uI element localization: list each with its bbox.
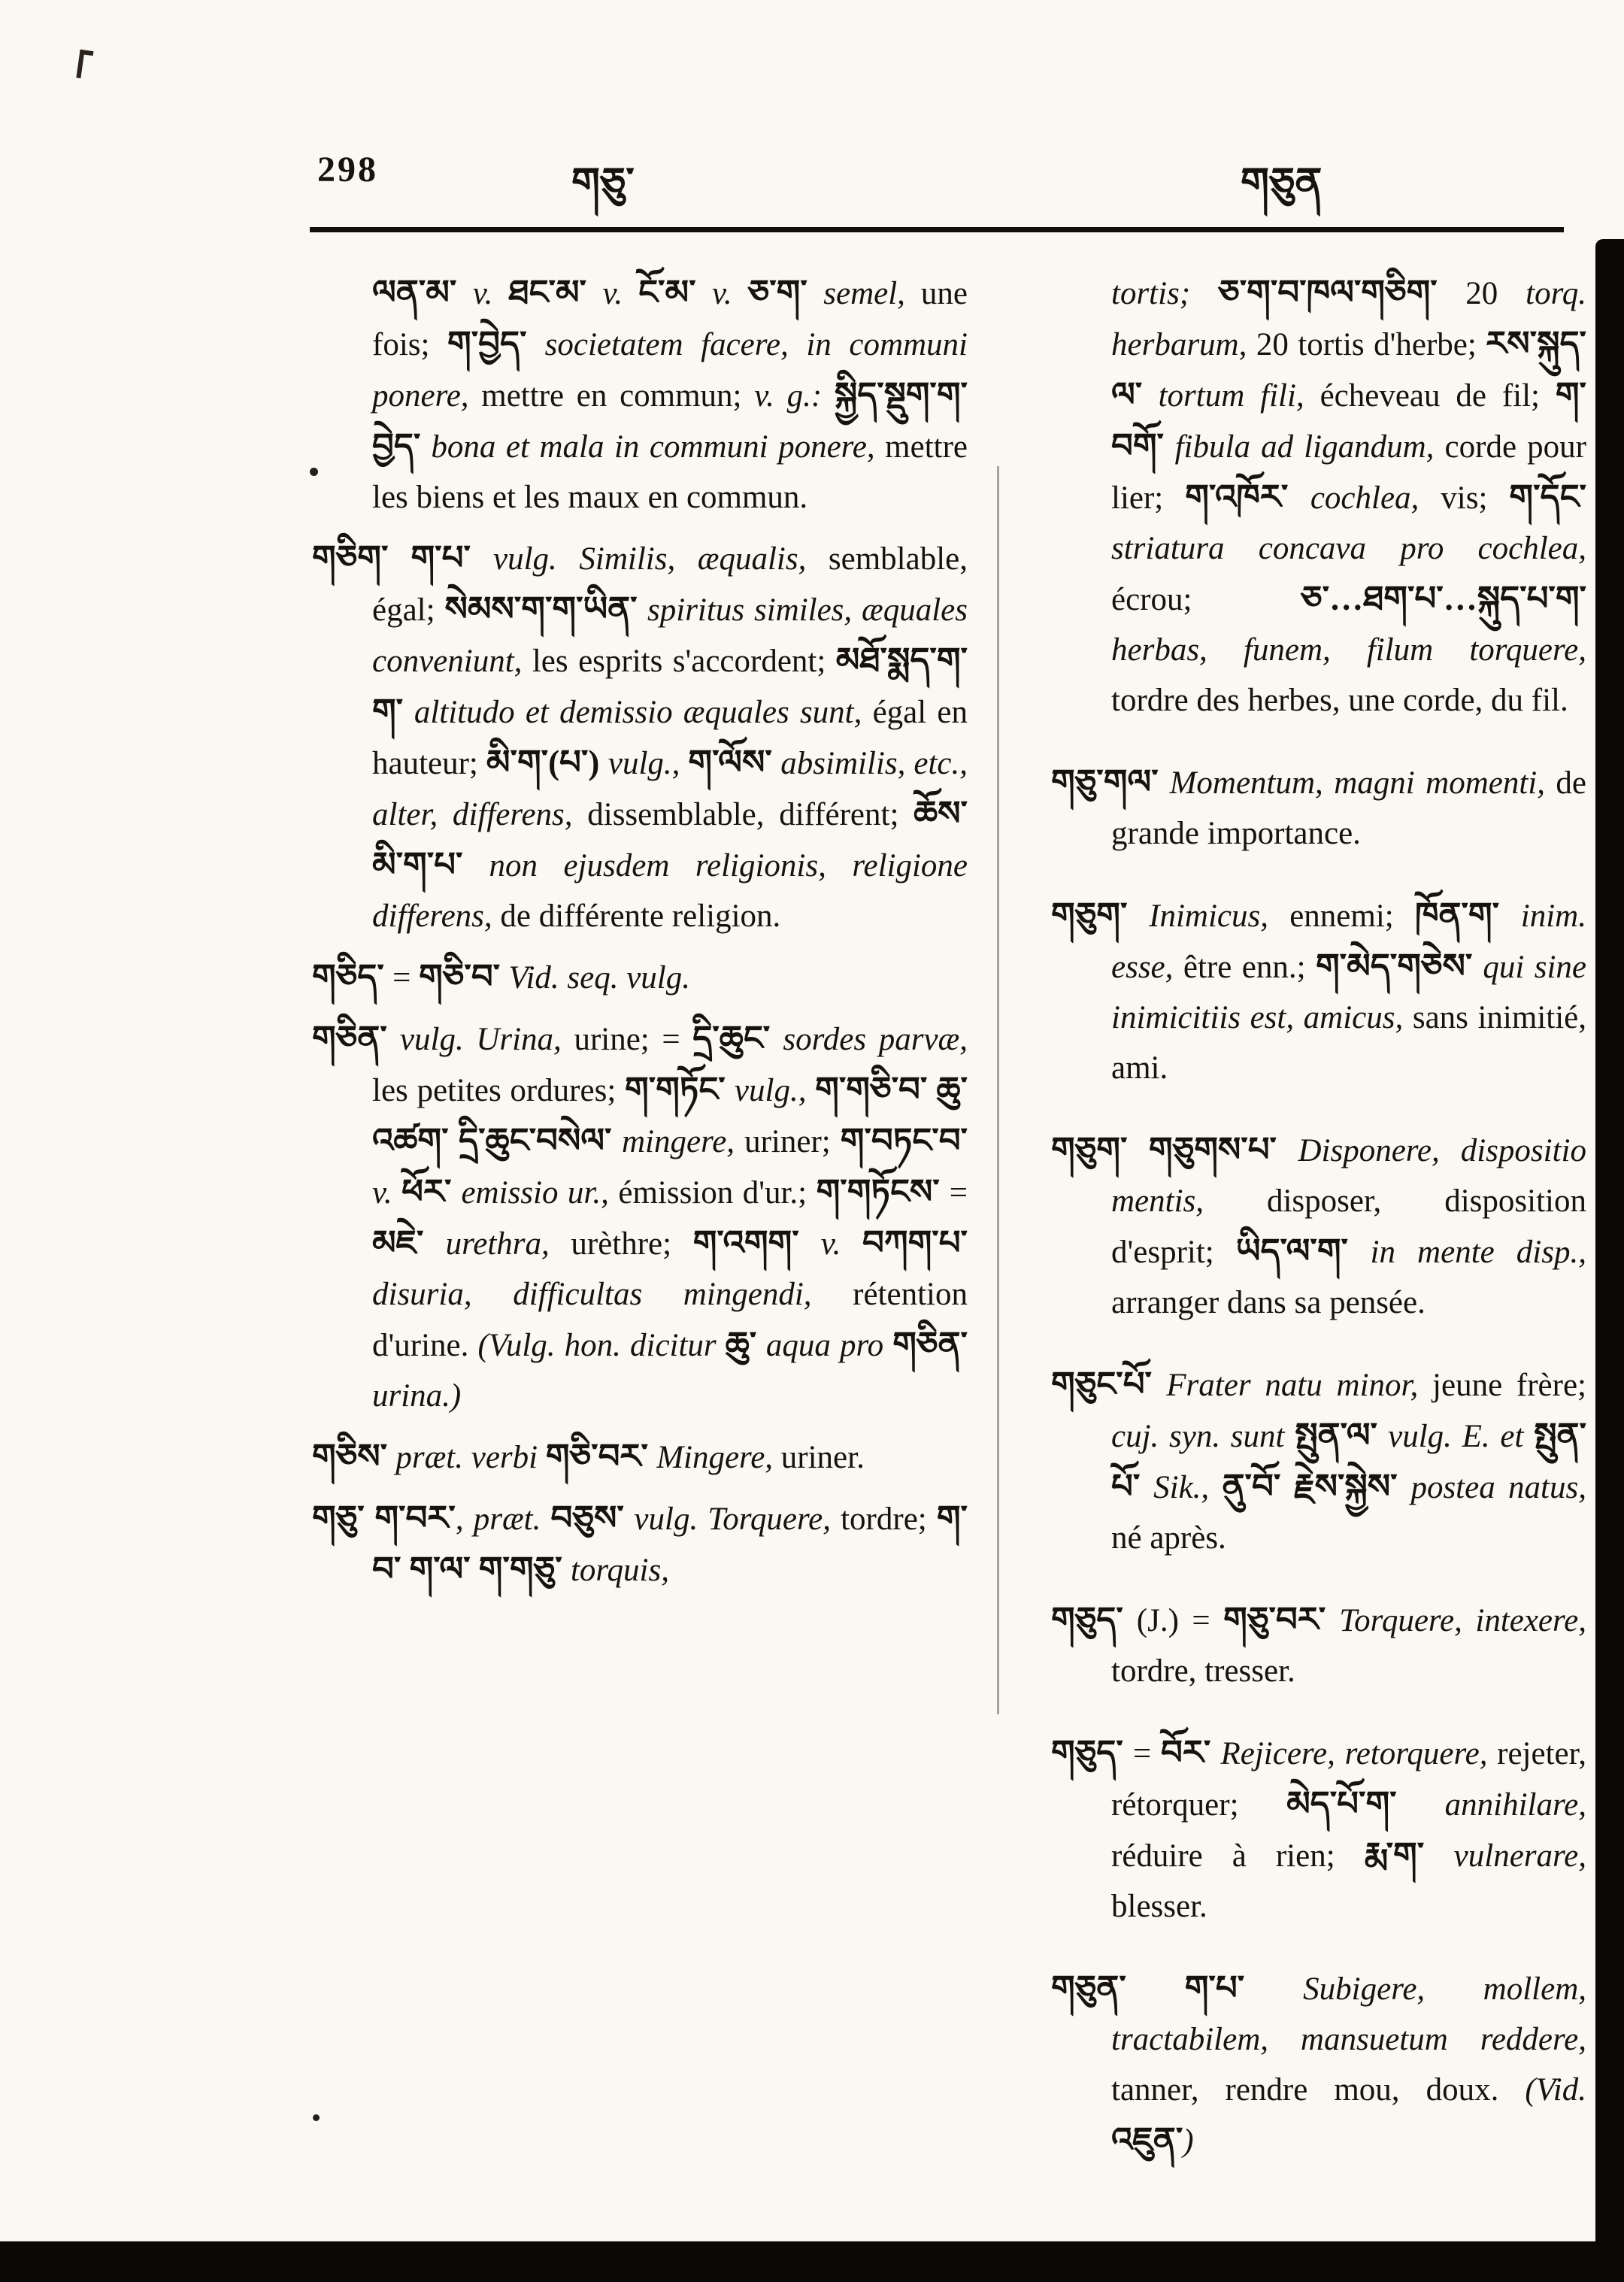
latin-gloss: semel,	[823, 276, 921, 311]
french-gloss: disposer, disposition d'esprit;	[1111, 1183, 1586, 1270]
french-gloss: réduire à rien;	[1111, 1838, 1365, 1874]
header-rule	[310, 227, 1564, 232]
french-gloss: jeune frère;	[1432, 1368, 1586, 1403]
latin-gloss: mingere,	[622, 1124, 745, 1159]
french-gloss: une fois;	[372, 276, 968, 362]
tibetan-text: རས་སྐུད་ལ་	[1111, 325, 1586, 414]
dictionary-entry	[1111, 268, 1586, 726]
french-gloss: uriner.	[780, 1440, 865, 1475]
latin-gloss: Rejicere, retorquere,	[1220, 1736, 1498, 1771]
tibetan-text: ཆུ་	[725, 1326, 766, 1363]
french-gloss: rejeter, rétorquer;	[1111, 1736, 1586, 1823]
french-gloss: sans inimitié, ami.	[1111, 1000, 1586, 1086]
tibetan-text: གཅིན་	[312, 1020, 400, 1057]
latin-gloss: Disponere, dispositio mentis,	[1111, 1133, 1586, 1219]
tibetan-text: མཐོ་སྨད་ག་ག་	[372, 641, 968, 730]
tibetan-text: དྲི་ཆུང་	[692, 1020, 783, 1057]
tibetan-text: ག་དོང་	[1509, 478, 1586, 516]
tibetan-text: ག་གཏོང་	[624, 1071, 735, 1108]
french-gloss: =	[392, 960, 420, 996]
latin-gloss: inim. esse,	[1111, 899, 1586, 985]
scan-artifact-bottom-bar	[0, 2241, 1624, 2282]
french-gloss: vis;	[1441, 480, 1510, 516]
scan-artifact-dot	[313, 2114, 320, 2121]
latin-gloss: fibula ad ligandum,	[1174, 429, 1445, 465]
latin-gloss: v.	[602, 276, 639, 311]
tibetan-text: གཅུག་ གཅུགས་པ་	[1051, 1131, 1298, 1168]
latin-gloss: sordes parvæ,	[783, 1022, 968, 1057]
right-column	[1051, 268, 1586, 2198]
latin-gloss: cuj. syn. sunt	[1111, 1419, 1295, 1454]
tibetan-text: ཅ་ག་	[747, 274, 824, 311]
latin-gloss: v.	[472, 276, 509, 311]
latin-gloss: v.	[712, 276, 748, 311]
latin-gloss: præt. verbi	[395, 1440, 546, 1475]
french-gloss: (J.) =	[1136, 1603, 1224, 1638]
latin-gloss: bona et mala in communi ponere,	[431, 429, 886, 465]
tibetan-text: མི་ག་(པ་)	[486, 744, 608, 781]
latin-gloss: cochlea,	[1310, 480, 1441, 516]
latin-gloss: v.	[372, 1175, 402, 1211]
latin-gloss: altitudo et demissio æquales sunt,	[414, 695, 873, 730]
dictionary-entry	[1051, 757, 1586, 859]
running-head-right-tibetan: གཅུན	[1241, 160, 1323, 205]
french-gloss: semblable, égal;	[372, 541, 968, 628]
latin-gloss: annihilare,	[1444, 1787, 1586, 1823]
tibetan-text: ནུ་བོ་ རྗེས་སྐྱེས་	[1222, 1468, 1411, 1505]
tibetan-text: ག་བ་ ག་ལ་ ག་གཅུ་	[372, 1499, 968, 1588]
tibetan-text: ཆོས་མི་ག་པ་	[372, 795, 968, 883]
scan-artifact-dot	[310, 468, 318, 476]
french-gloss: tordre, tresser.	[1111, 1653, 1295, 1689]
latin-gloss: (Vulg. hon. dicitur	[477, 1328, 726, 1363]
latin-gloss: (Vid.	[1525, 2072, 1586, 2108]
latin-gloss: torquis,	[570, 1553, 669, 1588]
french-gloss: écheveau de fil;	[1320, 378, 1556, 414]
latin-gloss: præt.	[473, 1502, 551, 1537]
dictionary-entry	[312, 1014, 968, 1421]
latin-gloss: disuria, difficultas mingendi,	[372, 1277, 853, 1312]
tibetan-text: ལན་མ་	[372, 274, 473, 311]
dictionary-entry	[312, 533, 968, 941]
tibetan-text: ཕོར་	[401, 1173, 462, 1211]
latin-gloss: urethra,	[445, 1226, 571, 1262]
latin-gloss: Sik.,	[1153, 1470, 1223, 1505]
french-gloss: tanner, rendre mou, doux.	[1111, 2072, 1526, 2108]
dictionary-entry	[1051, 1359, 1586, 1563]
latin-gloss: Mingere,	[656, 1440, 781, 1475]
tibetan-text: ཐང་མ་	[508, 274, 603, 311]
french-gloss: 20 tortis d'herbe;	[1256, 327, 1486, 362]
french-gloss: né après.	[1111, 1520, 1226, 1556]
latin-gloss: vulg. Urina,	[399, 1022, 574, 1057]
latin-gloss: postea natus,	[1410, 1470, 1586, 1505]
french-gloss: corde pour lier;	[1111, 429, 1586, 516]
tibetan-text: ག་བྱེད་	[447, 325, 545, 362]
tibetan-text: ཅ་…ཐག་པ་…སྐུད་པ་ག་	[1301, 580, 1586, 617]
tibetan-text: གཅུད་	[1051, 1601, 1137, 1638]
latin-gloss: vulg. Torquere,	[634, 1502, 841, 1537]
column-divider-line	[997, 466, 999, 1714]
tibetan-text: གཅི་བ་	[419, 958, 509, 996]
latin-gloss: Torquere, intexere,	[1339, 1603, 1586, 1638]
french-gloss: mettre en commun;	[481, 378, 755, 414]
latin-gloss: vulg.,	[734, 1073, 816, 1108]
dictionary-entry	[1051, 890, 1586, 1093]
latin-gloss: vulg. Similis, æqualis,	[493, 541, 829, 577]
french-gloss: tordre des herbes, une corde, du fil.	[1111, 683, 1568, 718]
latin-gloss: non ejusdem religionis, religione differens,	[372, 848, 968, 934]
tibetan-text: གཅི་བར་	[545, 1438, 657, 1475]
tibetan-text: སེམས་ག་ག་ཡིན་	[444, 590, 648, 628]
tibetan-text: སྐྱིད་སྡུག་ག་བྱེད་	[372, 376, 968, 465]
scan-artifact-corner-mark	[76, 50, 84, 78]
tibetan-text: གཅུག་	[1051, 896, 1150, 934]
latin-gloss: Vid. seq. vulg.	[508, 960, 690, 996]
french-gloss: uriner;	[744, 1124, 841, 1159]
tibetan-text: ཅ་ག་བ་ཁལ་གཅིག་	[1218, 274, 1466, 311]
tibetan-text: གཅུན་ ག་པ་	[1051, 1969, 1304, 2007]
french-gloss: les esprits s'accordent;	[532, 644, 836, 679]
latin-gloss: )	[1183, 2123, 1194, 2159]
dictionary-entry	[1051, 1125, 1586, 1328]
tibetan-text: གཅུད་	[1051, 1734, 1134, 1771]
tibetan-text: གཅིན་	[892, 1326, 968, 1363]
tibetan-text: ག་འཁོར་	[1185, 478, 1310, 516]
tibetan-text: སྤུན་པོ་	[1111, 1417, 1586, 1505]
latin-gloss: Momentum, magni momenti,	[1169, 765, 1556, 801]
french-gloss: 20	[1465, 276, 1526, 311]
latin-gloss: vulg.,	[607, 746, 689, 781]
latin-gloss: Subigere, mollem, tractabilem, mansuetum reddere,	[1111, 1971, 1586, 2057]
dictionary-entry	[312, 1493, 968, 1596]
latin-gloss: societatem facere, in communi ponere,	[372, 327, 968, 414]
french-gloss: de grande importance.	[1111, 765, 1586, 851]
latin-gloss: qui sine inimicitiis est, amicus,	[1111, 950, 1586, 1035]
french-gloss: mettre les biens et les maux en commun.	[372, 429, 968, 515]
dictionary-entry	[372, 268, 968, 523]
tibetan-text: ཁོན་ག་	[1414, 896, 1521, 934]
tibetan-text: ག་བགོ་	[1111, 376, 1586, 465]
french-gloss: dissemblable, différent;	[587, 797, 914, 832]
french-gloss: rétention d'urine.	[372, 1277, 968, 1363]
dictionary-entry	[312, 1432, 968, 1483]
tibetan-text: གཅིས་	[312, 1438, 396, 1475]
tibetan-text: གཅུ་ ག་བར་	[312, 1499, 456, 1537]
latin-gloss: vulg. E. et	[1388, 1419, 1535, 1454]
tibetan-text: ག་བཏང་བ་	[840, 1122, 968, 1159]
tibetan-text: ག་འགག་	[692, 1224, 821, 1262]
french-gloss: ,	[455, 1502, 474, 1537]
french-gloss: arranger dans sa pensée.	[1111, 1285, 1426, 1320]
tibetan-text: གཅིག་ ག་པ་	[312, 539, 494, 577]
latin-gloss: urina.)	[372, 1378, 462, 1414]
french-gloss: urine; =	[574, 1022, 693, 1057]
latin-gloss: absimilis, etc., alter, differens,	[372, 746, 968, 832]
french-gloss: écrou;	[1111, 582, 1301, 617]
latin-gloss: tortis;	[1111, 276, 1219, 311]
dictionary-entry	[1051, 1963, 1586, 2166]
tibetan-text: སྤུན་ལ་	[1295, 1417, 1389, 1454]
french-gloss: de différente religion.	[500, 899, 781, 934]
dictionary-entry	[312, 952, 968, 1003]
french-gloss: émission d'ur.;	[618, 1175, 817, 1211]
latin-gloss: striatura concava pro cochlea,	[1111, 531, 1586, 566]
french-gloss: ennemi;	[1289, 899, 1415, 934]
tibetan-text: གཅུ་བར་	[1223, 1601, 1340, 1638]
tibetan-text: ག་གཏོངས་	[816, 1173, 950, 1211]
latin-gloss: vulnerare,	[1453, 1838, 1586, 1874]
french-gloss: être enn.;	[1183, 950, 1316, 985]
french-gloss: =	[1133, 1736, 1161, 1771]
dictionary-entry	[1051, 1595, 1586, 1696]
french-gloss: =	[949, 1175, 968, 1211]
french-gloss: urèthre;	[571, 1226, 693, 1262]
left-column	[312, 268, 968, 1606]
french-gloss: blesser.	[1111, 1889, 1207, 1924]
tibetan-text: ངོ་མ་	[638, 274, 712, 311]
latin-gloss: in mente disp.,	[1370, 1235, 1586, 1270]
tibetan-text: གཅུང་པོ་	[1051, 1365, 1167, 1403]
tibetan-text: གཅིད་	[312, 958, 393, 996]
latin-gloss: spiritus similes, æquales conveniunt,	[372, 592, 968, 679]
tibetan-text: གཅུ་གལ་	[1051, 763, 1170, 801]
tibetan-text: འཇུན་	[1111, 2121, 1183, 2159]
tibetan-text: བོར་	[1160, 1734, 1221, 1771]
latin-gloss: v. g.:	[754, 378, 835, 414]
tibetan-text: བཅུས་	[550, 1499, 635, 1537]
tibetan-text: ག་ལོས་	[688, 744, 781, 781]
running-head-left-tibetan: གཅུ་	[571, 160, 635, 205]
tibetan-text: མེད་པོ་ག་	[1286, 1785, 1445, 1823]
tibetan-text: ག་མེད་གཅེས་	[1316, 947, 1483, 985]
french-gloss: tordre;	[841, 1502, 937, 1537]
latin-gloss: Frater natu minor,	[1166, 1368, 1433, 1403]
tibetan-text: མཇེ་	[372, 1224, 446, 1262]
latin-gloss: emissio ur.,	[461, 1175, 619, 1211]
latin-gloss: tortum fili,	[1158, 378, 1320, 414]
page-number: 298	[317, 150, 378, 189]
french-gloss: les petites ordures;	[372, 1073, 625, 1108]
latin-gloss: aqua pro	[765, 1328, 893, 1363]
tibetan-text: ག་གཅི་བ་ ཆུ་འཚག་ དྲི་ཆུང་བསེལ་	[372, 1071, 968, 1159]
dictionary-entry	[1051, 1728, 1586, 1932]
tibetan-text: ཡིད་ལ་ག་	[1235, 1232, 1371, 1270]
latin-gloss: v.	[820, 1226, 863, 1262]
latin-gloss: herbas, funem, filum torquere,	[1111, 632, 1586, 668]
french-gloss: égal en hauteur;	[372, 695, 968, 781]
tibetan-text: རྨ་ག་	[1364, 1836, 1454, 1874]
scan-artifact-right-bar	[1595, 239, 1624, 2282]
tibetan-text: བཀག་པ་	[862, 1224, 968, 1262]
latin-gloss: Inimicus,	[1149, 899, 1290, 934]
latin-gloss: torq. herbarum,	[1111, 276, 1586, 362]
